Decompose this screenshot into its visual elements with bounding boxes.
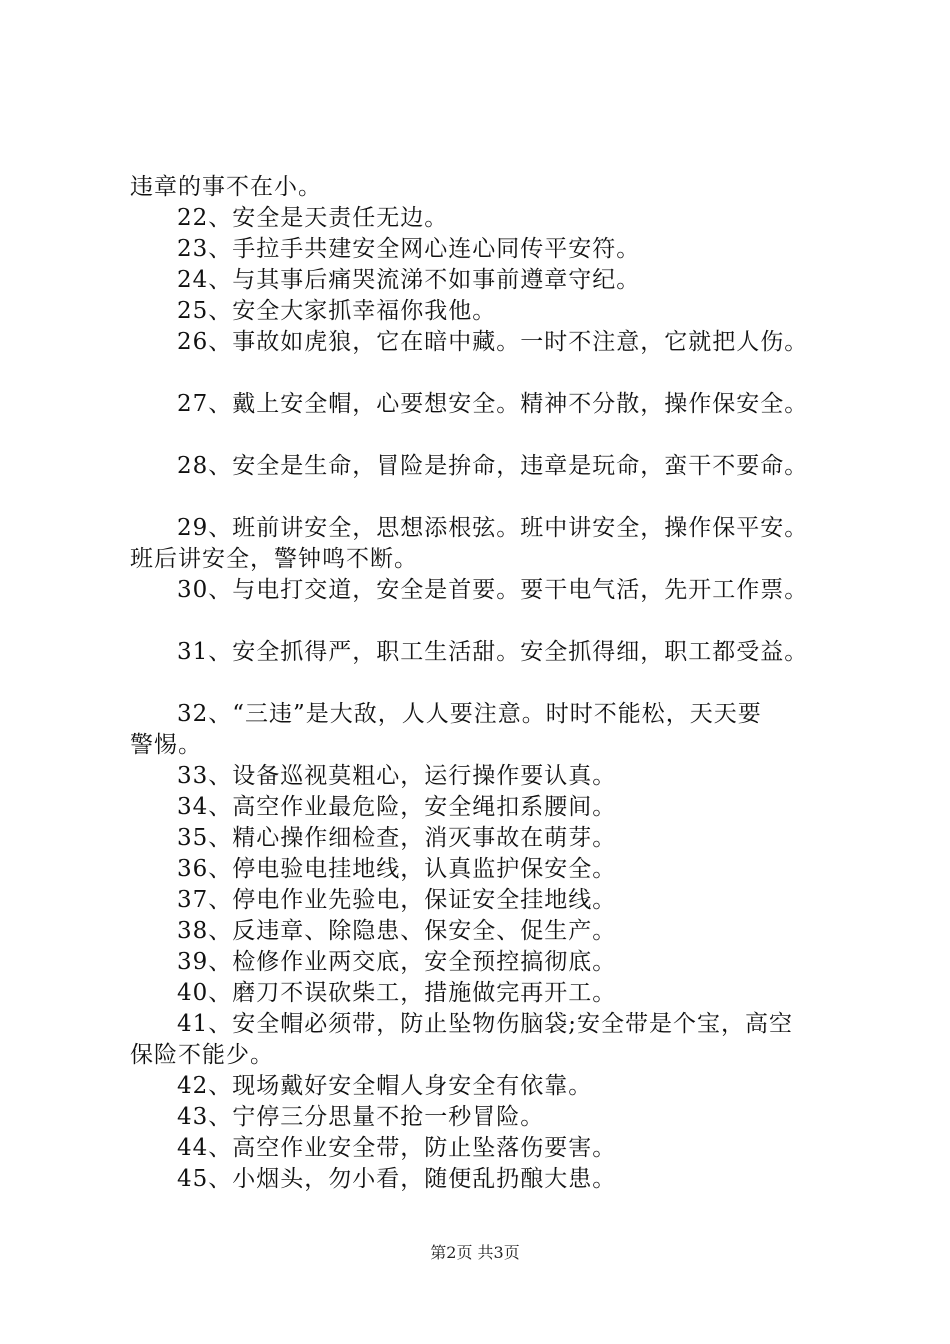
slogan-34: 34、高空作业最危险，安全绳扣系腰间。 xyxy=(177,794,617,820)
slogan-28: 28、安全是生命，冒险是拚命，违章是玩命，蛮干不要命。 xyxy=(177,453,809,479)
slogan-29-continued: 班后讲安全，警钟鸣不断。 xyxy=(130,546,418,572)
text-line: 违章的事不在小。 xyxy=(130,174,322,200)
slogan-42: 42、现场戴好安全帽人身安全有依靠。 xyxy=(177,1073,593,1099)
slogan-39: 39、检修作业两交底，安全预控搞彻底。 xyxy=(177,949,617,975)
slogan-24: 24、与其事后痛哭流涕不如事前遵章守纪。 xyxy=(177,267,641,293)
slogan-22: 22、安全是天责任无边。 xyxy=(177,205,449,231)
slogan-30: 30、与电打交道，安全是首要。要干电气活，先开工作票。 xyxy=(177,577,809,603)
page-number-footer: 第2页 共3页 xyxy=(430,1243,520,1262)
slogan-36: 36、停电验电挂地线，认真监护保安全。 xyxy=(177,856,617,882)
slogan-40: 40、磨刀不误砍柴工，措施做完再开工。 xyxy=(177,980,617,1006)
slogan-35: 35、精心操作细检查，消灭事故在萌芽。 xyxy=(177,825,617,851)
slogan-41-continued: 保险不能少。 xyxy=(130,1042,274,1068)
slogan-31: 31、安全抓得严，职工生活甜。安全抓得细，职工都受益。 xyxy=(177,639,809,665)
document-body xyxy=(130,172,850,1195)
slogan-37: 37、停电作业先验电，保证安全挂地线。 xyxy=(177,887,617,913)
slogan-43: 43、宁停三分思量不抢一秒冒险。 xyxy=(177,1104,545,1130)
slogan-25: 25、安全大家抓幸福你我他。 xyxy=(177,298,497,324)
slogan-27: 27、戴上安全帽，心要想安全。精神不分散，操作保安全。 xyxy=(177,391,809,417)
slogan-41: 41、安全帽必须带，防止坠物伤脑袋;安全带是个宝，高空 xyxy=(177,1011,794,1037)
slogan-23: 23、手拉手共建安全网心连心同传平安符。 xyxy=(177,236,641,262)
slogan-44: 44、高空作业安全带，防止坠落伤要害。 xyxy=(177,1135,617,1161)
slogan-32: 32、“三违”是大敌，人人要注意。时时不能松，天天要 xyxy=(177,701,762,727)
slogan-29: 29、班前讲安全，思想添根弦。班中讲安全，操作保平安。 xyxy=(177,515,809,541)
slogan-26: 26、事故如虎狼，它在暗中藏。一时不注意，它就把人伤。 xyxy=(177,329,809,355)
slogan-45: 45、小烟头，勿小看，随便乱扔酿大患。 xyxy=(177,1166,617,1192)
slogan-38: 38、反违章、除隐患、保安全、促生产。 xyxy=(177,918,617,944)
slogan-33: 33、设备巡视莫粗心，运行操作要认真。 xyxy=(177,763,617,789)
slogan-32-continued: 警惕。 xyxy=(130,732,202,758)
